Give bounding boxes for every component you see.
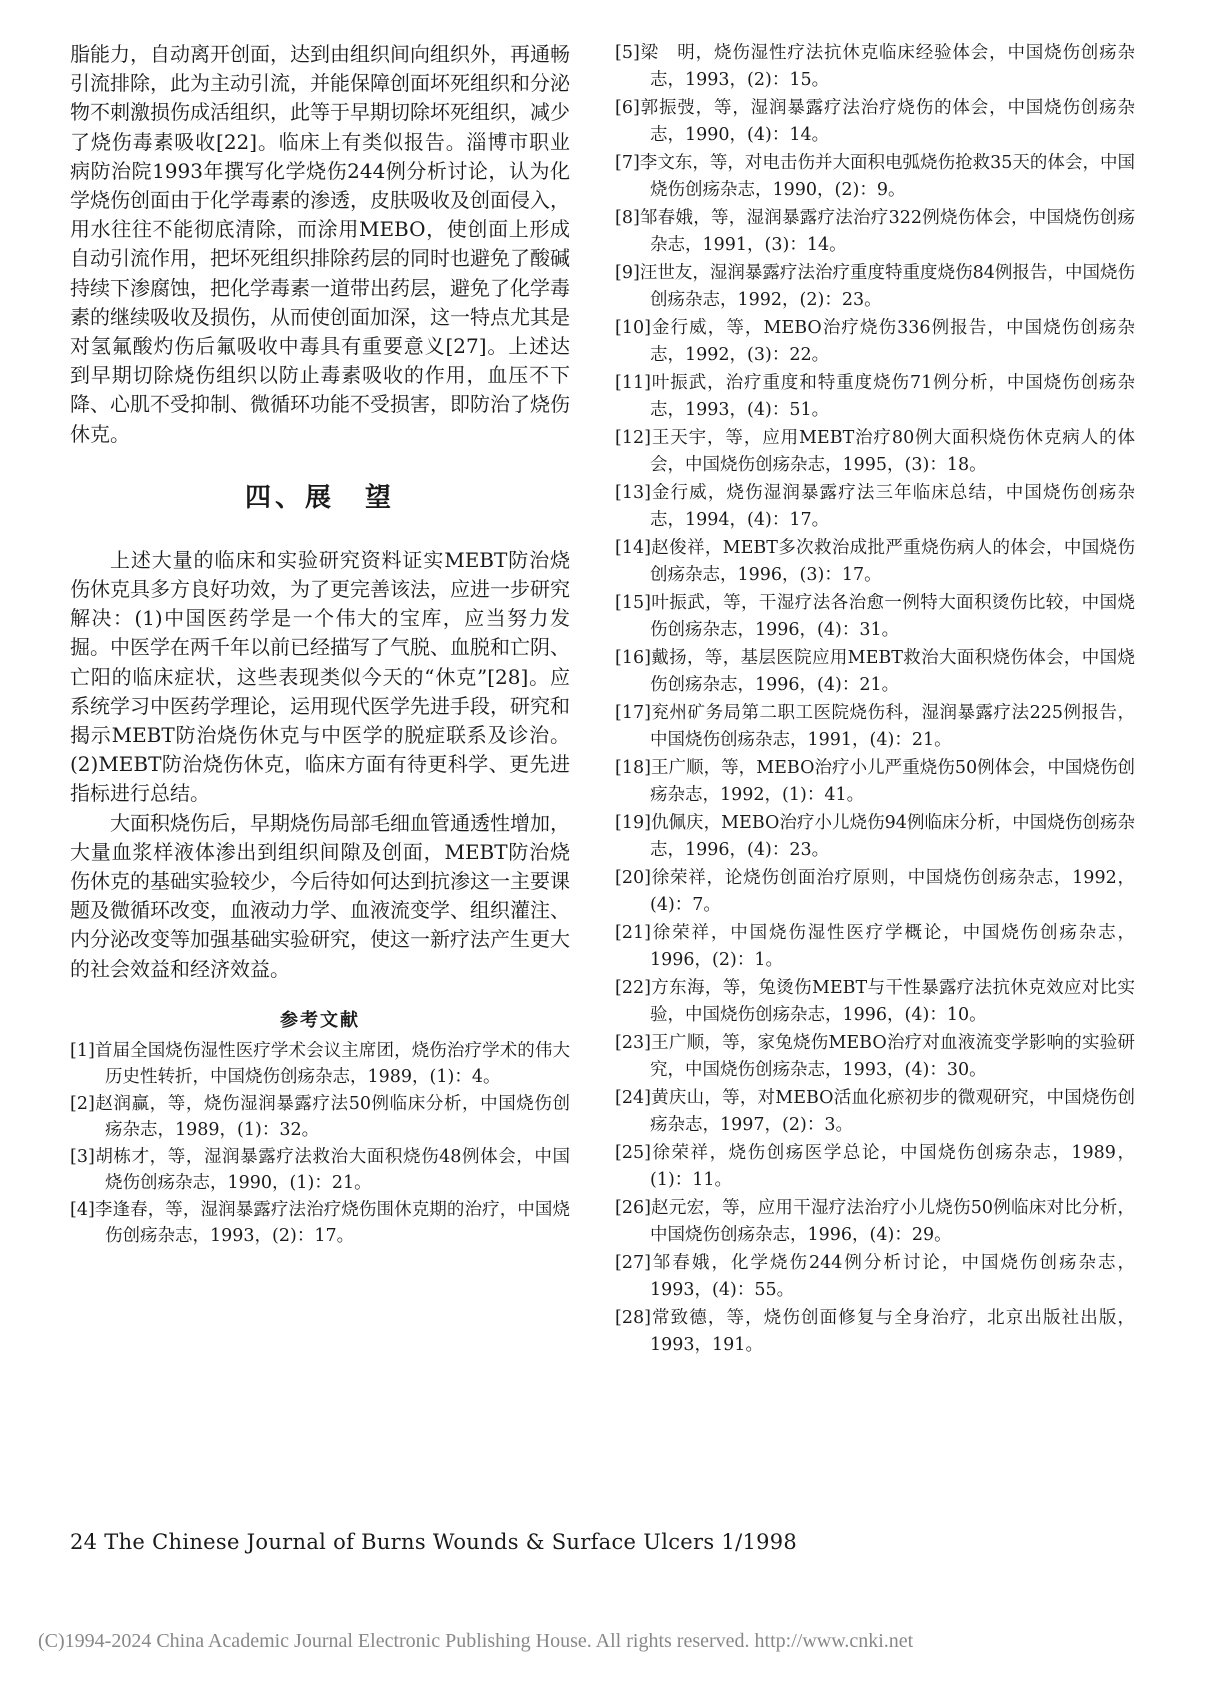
- copyright-notice: (C)1994-2024 China Academic Journal Electronic Publishing House. All rights reserved. http://www.cnki.net: [38, 1630, 914, 1652]
- reference-item: [3]胡栋才，等，湿润暴露疗法救治大面积烧伤48例体会，中国烧伤创疡杂志，1990，(1)：21。: [70, 1146, 570, 1194]
- body-paragraph: 上述大量的临床和实验研究资料证实MEBT防治烧伤休克具多方良好功效，为了更完善该法，应进一步研究解决：(1)中国医药学是一个伟大的宝库，应当努力发掘。中医学在两千年以前已经描写了气脱、血脱和亡阴、亡阳的临床症状，这些表现类似今天的“休克”[28]。应系统学习中医药学理论，运用现代医学先进手段，研究和揭示MEBT防治烧伤休克与中医学的脱症联系及诊治。(2)MEBT防治烧伤休克，临床方面有待更科学、更先进指标进行总结。: [70, 547, 570, 806]
- reference-item: [14]赵俊祥，MEBT多次救治成批严重烧伤病人的体会，中国烧伤创疡杂志，1996，(3)：17。: [615, 538, 1135, 585]
- reference-item: [12]王天宇，等，应用MEBT治疗80例大面积烧伤休克病人的体会，中国烧伤创疡杂志，1995，(3)：18。: [615, 428, 1135, 475]
- reference-item: [8]邹春娥，等，湿润暴露疗法治疗322例烧伤体会，中国烧伤创疡杂志，1991，(3)：14。: [615, 208, 1135, 255]
- left-column: [70, 40, 570, 1250]
- reference-item: [23]王广顺，等，家兔烧伤MEBO治疗对血液流变学影响的实验研究，中国烧伤创疡杂志，1993，(4)：30。: [615, 1033, 1135, 1080]
- reference-item: [27]邹春娥，化学烧伤244例分析讨论，中国烧伤创疡杂志，1993，(4)：55。: [615, 1253, 1135, 1300]
- reference-item: [10]金行威，等，MEBO治疗烧伤336例报告，中国烧伤创疡杂志，1992，(3)：22。: [615, 318, 1135, 365]
- body-paragraph: 脂能力，自动离开创面，达到由组织间向组织外，再通畅引流排除，此为主动引流，并能保障创面坏死组织和分泌物不刺激损伤成活组织，此等于早期切除坏死组织，减少了烧伤毒素吸收[22]。临床上有类似报告。淄博市职业病防治院1993年撰写化学烧伤244例分析讨论，认为化学烧伤创面由于化学毒素的渗透，皮肤吸收及创面侵入，用水往往不能彻底清除，而涂用MEBO，使创面上形成自动引流作用，把坏死组织排除药层的同时也避免了酸碱持续下渗腐蚀，把化学毒素一道带出药层，避免了化学毒素的继续吸收及损伤，从而使创面加深，这一特点尤其是对氢氟酸灼伤后氟吸收中毒具有重要意义[27]。上述达到早期切除烧伤组织以防止毒素吸收的作用，血压不下降、心肌不受抑制、微循环功能不受损害，即防治了烧伤休克。: [70, 42, 570, 446]
- reference-item: [1]首届全国烧伤湿性医疗学术会议主席团，烧伤治疗学术的伟大历史性转折，中国烧伤创疡杂志，1989，(1)：4。: [70, 1040, 570, 1088]
- reference-item: [26]赵元宏，等，应用干湿疗法治疗小儿烧伤50例临床对比分析，中国烧伤创疡杂志，1996，(4)：29。: [615, 1198, 1135, 1245]
- reference-item: [20]徐荣祥，论烧伤创面治疗原则，中国烧伤创疡杂志，1992，(4)：7。: [615, 868, 1135, 915]
- reference-item: [19]仇佩庆，MEBO治疗小儿烧伤94例临床分析，中国烧伤创疡杂志，1996，(4)：23。: [615, 813, 1135, 860]
- reference-item: [22]方东海，等，兔烫伤MEBT与干性暴露疗法抗休克效应对比实验，中国烧伤创疡杂志，1996，(4)：10。: [615, 978, 1135, 1025]
- references-heading: 参考文献: [280, 1009, 360, 1031]
- reference-item: [17]兖州矿务局第二职工医院烧伤科，湿润暴露疗法225例报告，中国烧伤创疡杂志，1991，(4)：21。: [615, 703, 1135, 750]
- reference-item: [4]李逢春，等，湿润暴露疗法治疗烧伤围休克期的治疗，中国烧伤创疡杂志，1993，(2)：17。: [70, 1199, 570, 1247]
- reference-item: [25]徐荣祥，烧伤创疡医学总论，中国烧伤创疡杂志，1989，(1)：11。: [615, 1143, 1135, 1190]
- page-footer: 24 The Chinese Journal of Burns Wounds & Surface Ulcers 1/1998: [70, 1530, 798, 1554]
- reference-item: [15]叶振武，等，干湿疗法各治愈一例特大面积烫伤比较，中国烧伤创疡杂志，1996，(4)：31。: [615, 593, 1135, 640]
- references-list-right: [615, 40, 1135, 1358]
- right-column: [615, 40, 1135, 1360]
- reference-item: [5]梁 明，烧伤湿性疗法抗休克临床经验体会，中国烧伤创疡杂志，1993，(2)：15。: [615, 43, 1135, 90]
- reference-item: [11]叶振武，治疗重度和特重度烧伤71例分析，中国烧伤创疡杂志，1993，(4)：51。: [615, 373, 1135, 420]
- reference-item: [28]常致德，等，烧伤创面修复与全身治疗，北京出版社出版，1993，191。: [615, 1308, 1135, 1355]
- reference-item: [18]王广顺，等，MEBO治疗小儿严重烧伤50例体会，中国烧伤创疡杂志，1992，(1)：41。: [615, 758, 1135, 805]
- reference-item: [6]郭振弢，等，湿润暴露疗法治疗烧伤的体会，中国烧伤创疡杂志，1990，(4)：14。: [615, 98, 1135, 145]
- references-list-left: [70, 1038, 570, 1250]
- reference-item: [2]赵润赢，等，烧伤湿润暴露疗法50例临床分析，中国烧伤创疡杂志，1989，(1)：32。: [70, 1093, 570, 1141]
- reference-item: [13]金行威，烧伤湿润暴露疗法三年临床总结，中国烧伤创疡杂志，1994，(4)：17。: [615, 483, 1135, 530]
- reference-item: [9]汪世友，湿润暴露疗法治疗重度特重度烧伤84例报告，中国烧伤创疡杂志，1992，(2)：23。: [615, 263, 1135, 310]
- reference-item: [24]黄庆山，等，对MEBO活血化瘀初步的微观研究，中国烧伤创疡杂志，1997，(2)：3。: [615, 1088, 1135, 1135]
- reference-item: [21]徐荣祥，中国烧伤湿性医疗学概论，中国烧伤创疡杂志，1996，(2)：1。: [615, 923, 1135, 970]
- section-heading: 四、展 望: [244, 482, 395, 513]
- reference-item: [16]戴扬，等，基层医院应用MEBT救治大面积烧伤体会，中国烧伤创疡杂志，1996，(4)：21。: [615, 648, 1135, 695]
- body-paragraph: 大面积烧伤后，早期烧伤局部毛细血管通透性增加，大量血浆样液体渗出到组织间隙及创面，MEBT防治烧伤休克的基础实验较少，今后待如何达到抗渗这一主要课题及微循环改变，血液动力学、血液流变学、组织灌注、内分泌改变等加强基础实验研究，使这一新疗法产生更大的社会效益和经济效益。: [70, 810, 570, 981]
- reference-item: [7]李文东，等，对电击伤并大面积电弧烧伤抢救35天的体会，中国烧伤创疡杂志，1990，(2)：9。: [615, 153, 1135, 200]
